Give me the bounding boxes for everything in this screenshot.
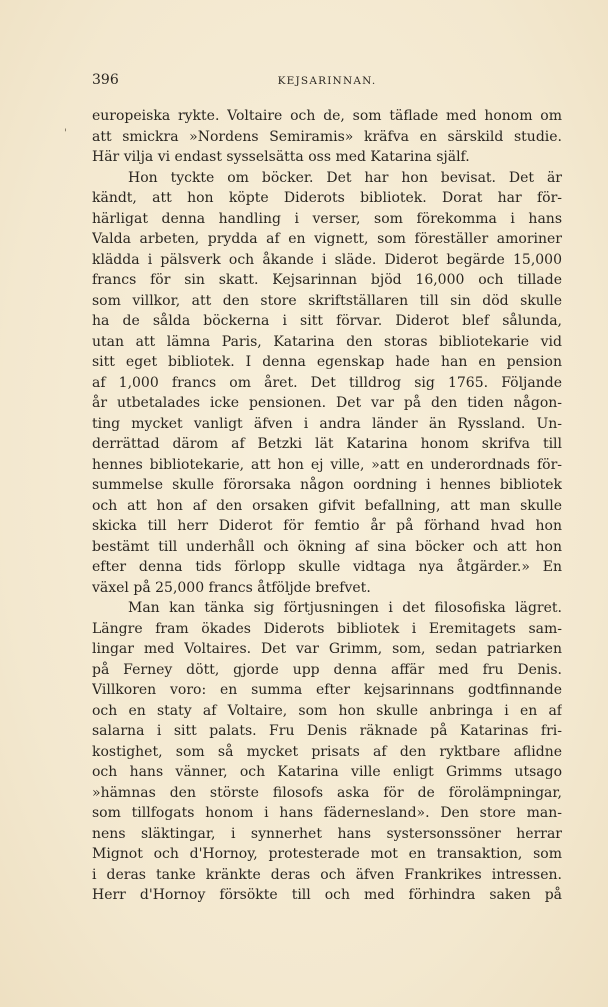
text-line: härligat denna handling i verser, som förekomma i hans — [92, 210, 562, 227]
text-line: »hämnas den störste filosofs aska för de förolämpningar, — [92, 784, 562, 801]
text-line: nens släktingar, i synnerhet hans systersonssöner herrar — [92, 825, 562, 842]
text-line: summelse skulle förorsaka någon oordning i hennes bibliotek — [92, 477, 562, 493]
text-line: och att hon af den orsaken gifvit befallning, att man skulle — [92, 497, 562, 514]
text-line: kostighet, som så mycket prisats af den ryktbare aflidne — [92, 743, 562, 760]
text-line: francs för sin skatt. Kejsarinnan bjöd 16,000 och tillade — [92, 272, 562, 288]
text-line: efter denna tids förlopp skulle vidtaga nya åtgärder.» En — [92, 559, 562, 575]
text-line: bestämt till underhåll och ökning af sina böcker och att hon — [92, 538, 562, 555]
text-line: att smickra »Nordens Semiramis» kräfva en särskild studie. — [92, 128, 562, 145]
text-line: utan att lämna Paris, Katarina den storas bibliotekarie vid — [92, 333, 562, 350]
text-line: i deras tanke kränkte deras och äfven Frankrikes intressen. — [92, 866, 562, 883]
text-line: som tillfogats honom i hans fädernesland». Den store man- — [92, 805, 562, 821]
text-line: klädda i pälsverk och åkande i släde. Diderot begärde 15,000 — [92, 251, 562, 268]
text-line: Hon tyckte om böcker. Det har hon bevisat. Det är — [128, 169, 562, 186]
text-line: och en staty af Voltaire, som hon skulle anbringa i en af — [92, 702, 562, 719]
text-line: och hans vänner, och Katarina ville enligt Grimms utsago — [92, 764, 562, 780]
text-line: salarna i sitt palats. Fru Denis räknade på Katarinas fri- — [92, 723, 562, 739]
text-line: Valda arbeten, prydda af en vignett, som föreställer amoriner — [92, 231, 562, 247]
text-line: ha de sålda böckerna i sitt förvar. Diderot blef sålunda, — [92, 313, 562, 329]
text-line: lingar med Voltaires. Det var Grimm, som, sedan patriarken — [92, 641, 562, 657]
text-line: Herr d'Hornoy försökte till och med förhindra saken på — [92, 887, 562, 903]
text-line: af 1,000 francs om året. Det tilldrog sig 1765. Följande — [92, 374, 562, 391]
text-line: Här vilja vi endast sysselsätta oss med Katarina själf. — [92, 149, 470, 165]
text-line: år utbetalades icke pensionen. Det var på den tiden någon- — [92, 395, 562, 411]
text-line: skicka till herr Diderot för femtio år på förhand hvad hon — [92, 518, 562, 534]
text-line: växel på 25,000 francs åtföljde brefvet. — [92, 579, 371, 596]
text-line: sitt eget bibliotek. I denna egenskap hade han en pension — [92, 354, 562, 370]
running-head: KEJSARINNAN. — [277, 75, 377, 87]
text-line: på Ferney dött, gjorde upp denna affär med fru Denis. — [92, 661, 562, 678]
text-line: Villkoren voro: en summa efter kejsarinnans godtfinnande — [92, 682, 562, 698]
text-line: Man kan tänka sig förtjusningen i det filosofiska lägret. — [128, 600, 562, 616]
text-line: derrättad därom af Betzki lät Katarina honom skrifva till — [92, 436, 562, 452]
page-header — [92, 72, 562, 92]
margin-mark: ' — [64, 128, 67, 139]
text-line: kändt, att hon köpte Diderots bibliotek. Dorat har för- — [92, 190, 562, 206]
text-line: som villkor, att den store skriftställaren till sin död skulle — [92, 292, 562, 309]
text-line: hennes bibliotekarie, att hon ej ville, »att en underordnads för- — [92, 456, 562, 473]
page-number: 396 — [92, 72, 119, 88]
text-line: europeiska rykte. Voltaire och de, som täflade med honom om — [92, 108, 562, 124]
body-text — [92, 106, 562, 906]
text-line: Längre fram ökades Diderots bibliotek i Eremitagets sam- — [92, 620, 562, 637]
text-line: ting mycket vanligt äfven i andra länder än Ryssland. Un- — [92, 415, 562, 432]
text-line: Mignot och d'Hornoy, protesterade mot en transaktion, som — [92, 846, 562, 862]
